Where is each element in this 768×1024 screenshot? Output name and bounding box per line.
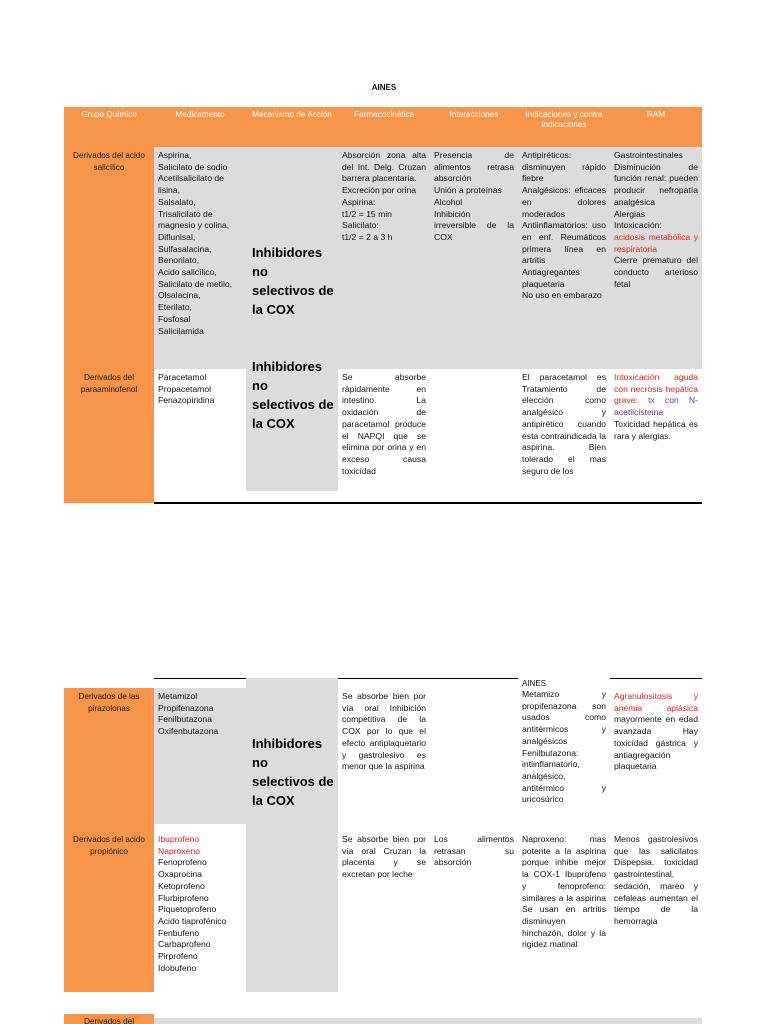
drug-item-highlight: Ibuprofeno [158, 834, 200, 844]
header-medicamento: Medicamento [175, 110, 225, 119]
drug-item: Olsalacina, [158, 290, 201, 301]
drug-item: Metamizol [158, 691, 198, 701]
page-title: AINES [371, 83, 397, 92]
aines-table-2 [64, 678, 702, 1024]
drug-item: Trisalicilato de magnesio y colina, [158, 208, 230, 231]
header-farmacocinetica: Farmacocinética [353, 110, 415, 119]
drug-item: Salicilamida [158, 325, 204, 336]
mechanism-propionico-empty [246, 824, 338, 992]
ram-line: Toxicidad hepática es rara y alergias. [614, 418, 698, 441]
drugs-acido-salicilico [154, 147, 246, 369]
ram-line: Cierre prematuro del conducto arterioso fetal [614, 255, 698, 289]
interactions-pirazolonas [430, 688, 518, 824]
ram-highlight-red: acidosis metabólica y respiratoria [614, 231, 698, 254]
interaction-line: Unión a proteínas [434, 185, 502, 196]
drug-item: Diflunisal, [158, 231, 196, 242]
drug-item: Flurbiprofeno [158, 892, 209, 903]
indication-line: No uso en embarazo [522, 290, 602, 301]
drug-item: Acido tiaprofénico [158, 915, 227, 926]
drug-item: Oxifenbutazona [158, 726, 219, 737]
drug-item: Aspirina, [158, 150, 192, 160]
drug-item: Paracetamol [158, 372, 207, 382]
pk-pirazolonas: Se absorbe bien por vía oral Inhibición competitiva de la COX por lo que el efecto antiplaquetario y gastrolesivo es menor que la aspirina [338, 688, 430, 824]
drug-item: Propacetamol [158, 383, 212, 394]
drug-item: Acido salicílico, [158, 267, 217, 278]
indications-propionico: Naproxeno: mas potente a la aspirina porque inhibe mejor la COX-1 Ibuprofeno y fenoprofeno: similares a la aspirina Se usan en artritis disminuyen hinchazón, dolor y la rigidez matinal [518, 824, 610, 992]
drug-item: Sulfasalacina, [158, 243, 212, 254]
group-next: Derivados del [64, 1014, 154, 1024]
drug-item: Fosfosal [158, 313, 191, 324]
pk-line: t1/2 = 15 min [342, 208, 392, 219]
indication-line: Analgésicos: eficaces en dolores moderados [522, 185, 606, 219]
ram-pirazolonas [610, 688, 702, 824]
pk-line: Absorción zona alta del Int. Delg. Cruzan barrera placentaria. [342, 150, 426, 184]
group-paraaminofenol: Derivados del paraaminofenol [64, 369, 154, 503]
drug-item: Piquetoprofeno [158, 904, 217, 915]
indications-paraaminofenol: El paracetamol es Tratamiento de elección como analgésico y antipirético cuando esta contraindicada la aspirina. Bien tolerado el mas seguro de los [518, 369, 610, 503]
ram-line: Intoxicación: [614, 220, 662, 231]
pk-line: t1/2 = 2 a 3 h [342, 231, 393, 242]
header-row [64, 107, 702, 147]
drug-item: Salicilato de metilo, [158, 278, 233, 289]
indication-line: Antipiréticos: disminuyen rápido fiebre [522, 150, 606, 184]
interaction-line: Alcohol [434, 196, 463, 207]
aines-label-2: AINES [518, 678, 610, 689]
drug-item: Salsalato, [158, 196, 196, 207]
table-top-border [154, 678, 702, 679]
drug-item: Eterilato, [158, 302, 192, 313]
indications-pirazolonas: Metamizo y propifenazona son usados como antitérmicos y analgésicos Fenilbutazona: intiinflamatorio, analgésico, antitérmico y uricosúrico [518, 689, 610, 824]
drug-item: Oxaprocina [158, 869, 202, 880]
drug-item: Acetilsalicilato de lisina, [158, 173, 224, 196]
indication-line: Antiinflamatorios: uso en enf. Reumáticos primera línea en artritis [522, 220, 606, 266]
drug-item: Fenbufeno [158, 927, 200, 938]
interactions-salicilico [430, 147, 518, 369]
group-acido-propionico: Derivados del acido propiónico [64, 824, 154, 992]
drug-item: Carbaprofeno [158, 939, 211, 950]
drug-item-highlight: Naproxeno [158, 845, 201, 856]
interactions-propionico: Los alimentos retrasan su absorción [430, 824, 518, 992]
drugs-paraaminofenol [154, 369, 246, 503]
interactions-paraaminofenol [430, 369, 518, 503]
drug-item: Ketoprofeno [158, 880, 205, 891]
pk-line: Aspirina: [342, 196, 376, 207]
group-pirazolonas: Derivados de las pirazolonas [64, 688, 154, 824]
ram-text: mayormente en edad avanzada Hay toxicidad gástrica y antiagregación plaquetaria [614, 714, 698, 772]
drug-item: Propifenazona [158, 702, 214, 713]
mechanism-pirazolonas: Inhibidores no selectivos de la COX [246, 678, 338, 824]
pk-line: Salicilato: [342, 220, 379, 231]
pk-line: Excreción por orina [342, 185, 417, 196]
ram-highlight-red: Intoxicación aguda con necrosis hepática grave: [614, 372, 698, 406]
ram-highlight-purple: tx con N-acetilcisteina [614, 395, 698, 418]
drug-item: Pirprofeno [158, 951, 198, 962]
header-ram: RAM [646, 110, 666, 119]
interaction-line: Inhibición irreversible de la COX [434, 208, 514, 242]
ram-propionico: Menos gastrolesivos que las salicilatos Dispepsia, toxicidad gastrointestinal, sedación, mareo y cefaleas aumentan el tiempo de la hemorragia [610, 824, 702, 992]
header-indicaciones: Indicaciones y contra indicaciones [525, 110, 603, 129]
drug-item: Fenilbutazona [158, 714, 212, 725]
mechanism-salicilico: Inhibidores no selectivos de la COX [246, 147, 338, 369]
header-grupo-quimico: Grupo Químico [81, 110, 137, 119]
ram-paraaminofenol [610, 369, 702, 503]
pk-salicilico [338, 147, 430, 369]
drug-item: Fenoprofeno [158, 857, 207, 868]
next-row-fill [154, 1018, 702, 1024]
ram-line: Disminución de función renal: pueden producir nefropatía analgésica [614, 161, 698, 207]
indication-line: Antiagregantes plaquetaria [522, 267, 580, 289]
group-acido-salicilico: Derivados del acido salicílico [64, 147, 154, 369]
ram-line: Alergias [614, 208, 646, 219]
indications-salicilico [518, 147, 610, 369]
ram-highlight-red: Agranulositosis y anemia aplásica [614, 691, 698, 713]
table-bottom-border [154, 502, 702, 504]
drug-item: Salicilato de sodio [158, 161, 228, 172]
drug-item: Idobufeno [158, 962, 197, 973]
ram-line: Gastrointestinales [614, 150, 683, 160]
interaction-line: Presencia de alimentos retrasa absorción [434, 150, 514, 184]
mechanism-paraaminofenol: Inhibidores no selectivos de la COX [246, 357, 338, 491]
drugs-acido-propionico [154, 824, 246, 992]
pk-propionico: Se absorbe bien por vía oral Cruzan la placenta y se excretan por leche [338, 824, 430, 992]
drug-item: Benorilato, [158, 255, 200, 266]
aines-table-1 [64, 107, 702, 503]
header-interacciones: Interacciones [449, 110, 499, 119]
drug-item: Fenazopiridina [158, 395, 215, 406]
header-mecanismo: Mecanismo de Acción [252, 110, 332, 119]
pk-paraaminofenol: Se absorbe rápidamente en intestino. La oxidación de paracetamol produce el NAPQI que se elimina por orina y en exceso causa toxicidad [338, 369, 430, 503]
drugs-pirazolonas [154, 688, 246, 824]
ram-salicilico [610, 147, 702, 369]
